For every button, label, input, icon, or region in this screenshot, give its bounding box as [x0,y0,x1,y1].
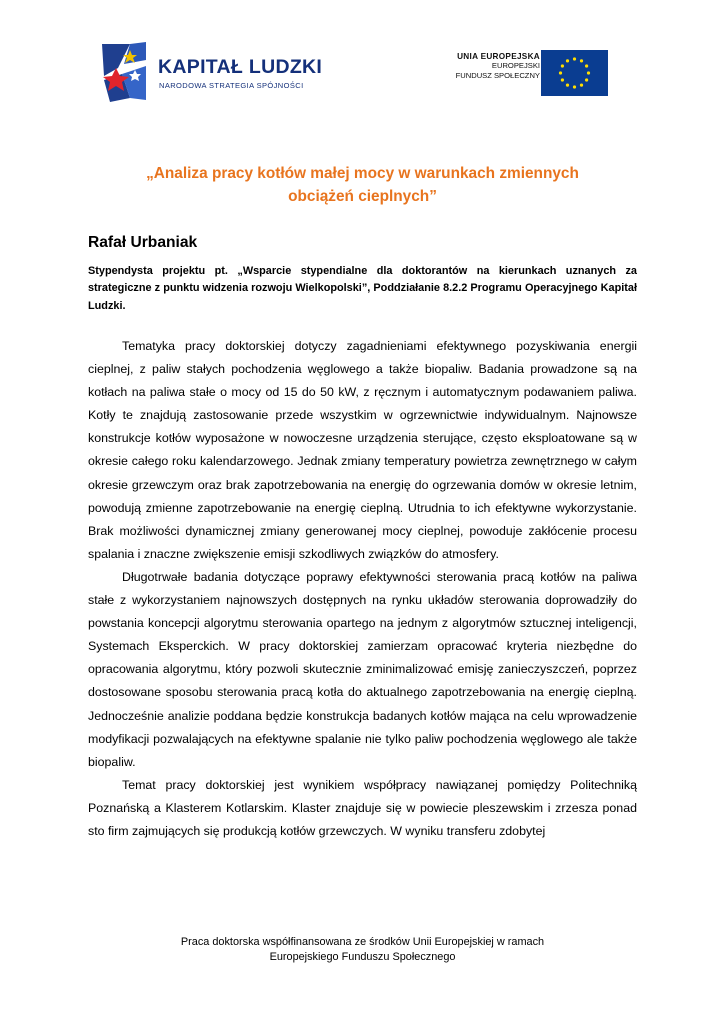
body-text [88,335,637,843]
footer [100,935,625,965]
scholarship-note: Stypendysta projektu pt. „Wsparcie stypendialne dla doktorantów na kierunkach uznanych za strategiczne z punktu widzenia rozwoju Wielkopolski”, Poddziałanie 8.2.2 Programu Operacyjnego Kapitał Ludzki. [88,265,637,312]
footer-line-2: Europejskiego Funduszu Społecznego [269,951,456,963]
eu-fund-line2: FUNDUSZ SPOŁECZNY [455,71,540,80]
footer-line-1: Praca doktorska współfinansowana ze środków Unii Europejskiej w ramach [180,936,545,948]
kapital-ludzki-subtitle: NARODOWA STRATEGIA SPÓJNOŚCI [159,81,304,90]
kapital-ludzki-logo [100,40,323,104]
eu-title: UNIA EUROPEJSKA [457,52,540,61]
paragraph: Długotrwałe badania dotyczące poprawy efektywności sterowania pracą kotłów na paliwa stałe z wykorzystaniem najnowszych dostępnych na rynku układów sterowania doprowadziły do powstania koncepcji algorytmu sterowania opartego na jednym z algorytmów sztucznej inteligencji, Systemach Eksperckich. W pracy doktorskiej zamierzam opracować kryteria niezbędne do opracowania algorytmu, który pozwoli skutecznie zminimalizować emisję zanieczyszczeń, poprzez dostosowane sposobu sterowania pracą kotła do aktualnego zapotrzebowania na energię cieplną. Jednocześnie analizie poddana będzie konstrukcja badanych kotłów mająca na celu wprowadzenie modyfikacji pozwalających na efektywne spalanie nie tylko paliw pochodzenia węglowego ale także biopaliw. [88,569,637,769]
document-title-line-1: „Analiza pracy kotłów małej mocy w warunkach zmiennych [146,165,579,182]
eu-fund-line1: EUROPEJSKI [491,61,540,70]
document-title [100,162,625,208]
author-name: Rafał Urbaniak [88,234,198,251]
paragraph: Tematyka pracy doktorskiej dotyczy zagadnieniami efektywnego pozyskiwania energii cieplnej, z paliw stałych pochodzenia węglowego a także biopaliw. Badania prowadzone są na kotłach na paliwa stałe o mocy od 15 do 50 kW, z ręcznym i automatycznym podawaniem paliwa. Kotły te znajdują zastosowanie przede wszystkim w ogrzewnictwie indywidualnym. Najnowsze konstrukcje kotłów wyposażone w nowoczesne urządzenia sterujące, często eksploatowane są w okresie całego roku kalendarzowego. Jednak zmiany temperatury powietrza zewnętrznego w całym okresie grzewczym oraz brak zapotrzebowania na energię do ogrzewania domów w okresie letnim, powodują zmienne zapotrzebowanie na energię cieplną. Utrudnia to ich efektywne wykorzystanie. Brak możliwości dynamicznej zmiany generowanej mocy cieplnej, powoduje zakłócenie procesu spalania i znaczne zwiększenie emisji szkodliwych związków do atmosfery. [88,339,637,561]
document-title-line-2: obciążeń cieplnych” [288,188,437,205]
paragraph: Temat pracy doktorskiej jest wynikiem współpracy nawiązanej pomiędzy Politechniką Poznańską a Klasterem Kotlarskim. Klaster znajduje się w powiecie pleszewskim i zrzesza ponad sto firm zajmujących się produkcją kotłów grzewczych. W wyniku transferu zdobytej [88,777,637,838]
eu-flag-icon [541,50,608,96]
kapital-ludzki-emblem-icon [100,40,146,104]
eu-logo-text [440,52,540,81]
kapital-ludzki-title: KAPITAŁ LUDZKI [158,56,323,78]
